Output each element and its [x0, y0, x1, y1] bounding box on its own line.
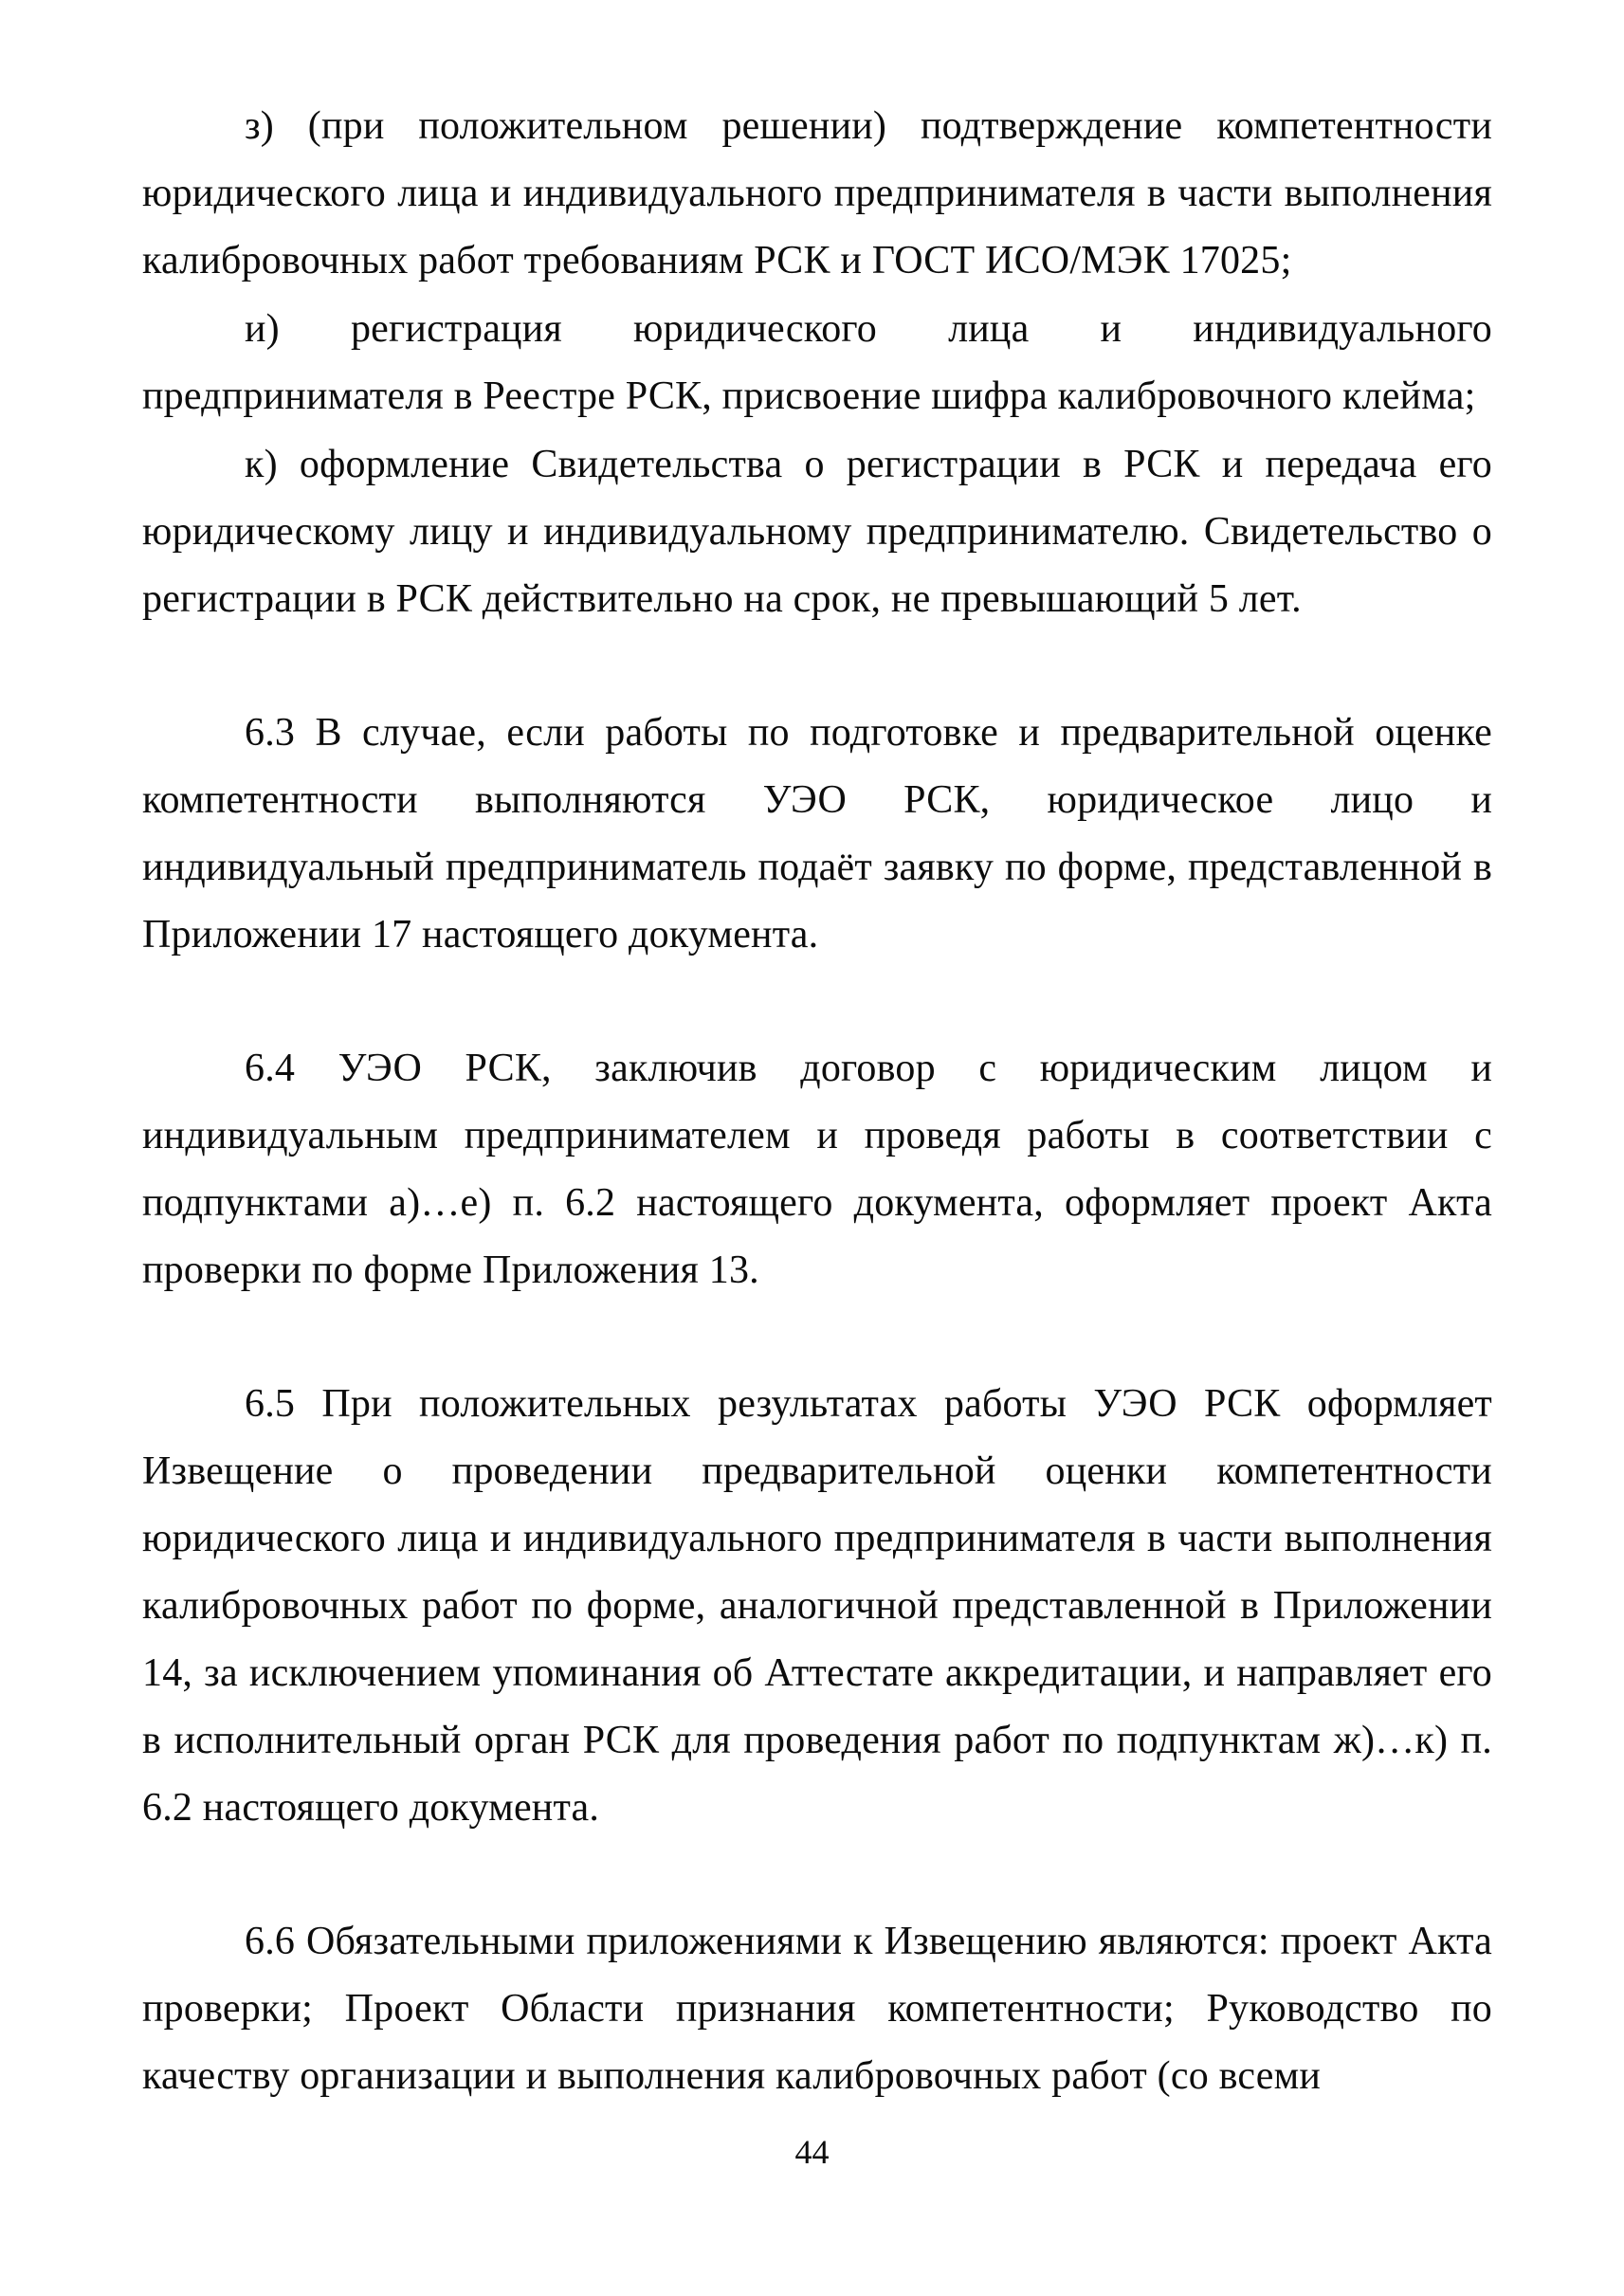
- section-spacer: [142, 969, 1492, 1035]
- document-body: [142, 93, 1492, 2110]
- paragraph-6-4: 6.4 УЭО РСК, заключив договор с юридическим лицом и индивидуальным предпринимателем и проведя работы в соответствии с подпунктами а)…е) п. 6.2 настоящего документа, оформляет проект Акта проверки по форме Приложения 13.: [142, 1047, 1492, 1292]
- paragraph-6-5: 6.5 При положительных результатах работы УЭО РСК оформляет Извещение о проведении предварительной оценки компетентности юридического лица и индивидуального предпринимателя в части выполнения калибровочных работ по форме, аналогичной представленной в Приложении 14, за исключением упоминания об Аттестате аккредитации, и направляет его в исполнительный орган РСК для проведения работ по подпунктам ж)…к) п. 6.2 настоящего документа.: [142, 1382, 1492, 1830]
- paragraph-6-3: 6.3 В случае, если работы по подготовке и предварительной оценке компетентности выполняются УЭО РСК, юридическое лицо и индивидуальный предприниматель подаёт заявку по форме, представленной в Приложении 17 настоящего документа.: [142, 711, 1492, 957]
- page-number: 44: [794, 2133, 830, 2171]
- paragraph-z: з) (при положительном решении) подтверждение компетентности юридического лица и индивидуального предпринимателя в части выполнения калибровочных работ требованиям РСК и ГОСТ ИСО/МЭК 17025;: [142, 104, 1492, 282]
- paragraph-k: к) оформление Свидетельства о регистрации в РСК и передача его юридическому лицу и индивидуальному предпринимателю. Свидетельство о регистрации в РСК действительно на срок, не превышающий 5 лет.: [142, 443, 1492, 621]
- paragraph-i: и) регистрация юридического лица и индивидуального предпринимателя в Реестре РСК, присвоение шифра калибровочного клейма;: [142, 307, 1492, 418]
- section-spacer: [142, 1842, 1492, 1908]
- section-spacer: [142, 1304, 1492, 1371]
- section-spacer: [142, 633, 1492, 700]
- paragraph-6-6: 6.6 Обязательными приложениями к Извещению являются: проект Акта проверки; Проект Области признания компетентности; Руководство по качеству организации и выполнения калибровочных работ (со всеми: [142, 1920, 1492, 2098]
